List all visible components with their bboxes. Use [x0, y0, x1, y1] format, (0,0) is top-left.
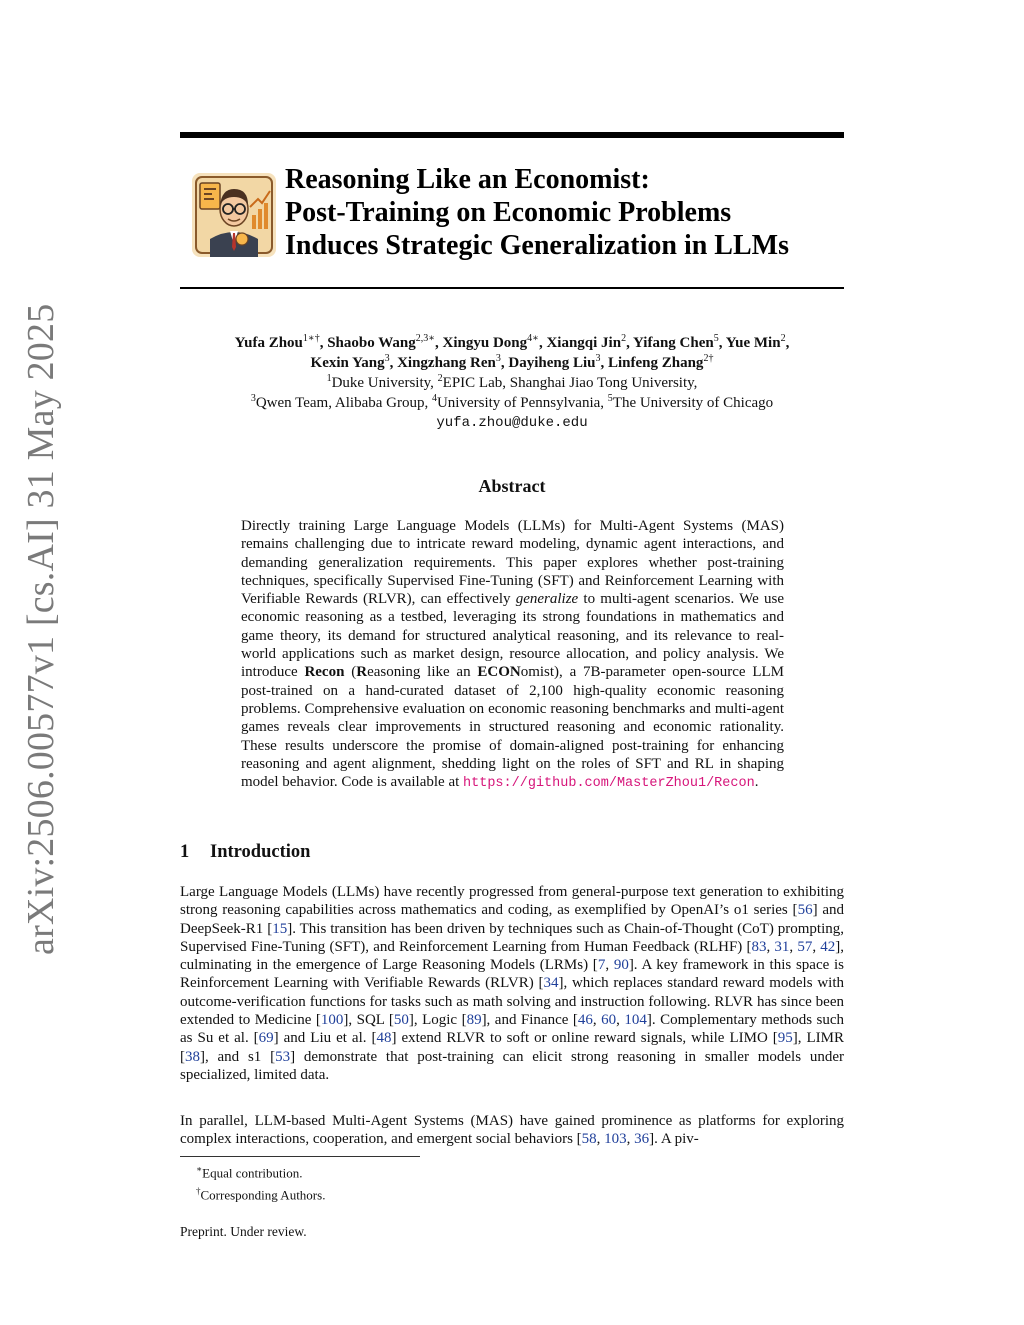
citation-link[interactable]: 15	[272, 920, 288, 937]
author-name: Yufa Zhou	[234, 335, 303, 351]
author-name: Shaobo Wang	[327, 335, 416, 351]
emphasis: generalize	[515, 591, 579, 608]
citation-link[interactable]: 56	[797, 902, 813, 919]
citation-link[interactable]: 42	[820, 938, 836, 955]
paragraph-text: ,	[626, 1131, 635, 1148]
title-line-3: Induces Strategic Generalization in LLMs	[285, 230, 789, 261]
citation-link[interactable]: 31	[774, 938, 790, 955]
author-affiliation-mark: 1∗†	[302, 333, 320, 344]
model-name: Recon	[304, 664, 345, 681]
citation-link[interactable]: 95	[777, 1030, 793, 1047]
paragraph-text: ,	[766, 938, 775, 955]
paragraph-text: ]. Complementary methods such as Su et al. [	[180, 1012, 845, 1047]
citation-link[interactable]: 34	[543, 975, 559, 992]
arxiv-side-stamp: arXiv:2506.00577v1 [cs.AI] 31 May 2025	[20, 303, 62, 955]
citation-link[interactable]: 90	[613, 957, 629, 974]
section-number: 1	[180, 842, 190, 862]
citation-link[interactable]: 60	[601, 1012, 617, 1029]
paragraph-text: ], LIMR [	[180, 1030, 844, 1065]
paragraph-text: ,	[789, 938, 798, 955]
paragraph-text: ,	[616, 1012, 625, 1029]
section-heading-introduction	[180, 842, 844, 863]
title-line-1: Reasoning Like an Economist:	[285, 164, 650, 195]
citation-link[interactable]: 38	[185, 1048, 200, 1065]
author-name: Dayiheng Liu	[508, 355, 596, 371]
paragraph-text: In parallel, LLM-based Multi-Agent Systems (MAS) have gained prominence as platforms for exploring complex interactions, cooperation, and emergent social behaviors [	[180, 1113, 844, 1148]
author-affiliation-mark: 2	[621, 333, 627, 344]
paragraph-text: ,	[592, 1012, 602, 1029]
citation-link[interactable]: 69	[258, 1030, 274, 1047]
author-name: Xiangqi Jin	[546, 335, 622, 351]
author-block	[180, 333, 844, 433]
author-name: Linfeng Zhang	[607, 355, 704, 371]
paragraph-text: ], culminating in the emergence of Large Reasoning Models (LRMs) [	[180, 938, 844, 974]
code-link[interactable]: https://github.com/MasterZhou1/Recon	[463, 776, 755, 792]
paragraph-text: ] and DeepSeek-R1 [	[180, 902, 845, 937]
title-top-rule	[180, 132, 844, 138]
paragraph-text: ] and Liu et al. [	[273, 1030, 377, 1047]
citation-link[interactable]: 50	[393, 1012, 409, 1029]
citation-link[interactable]: 36	[634, 1131, 650, 1148]
citation-link[interactable]: 46	[577, 1012, 593, 1029]
author-affiliation-mark: 3	[595, 353, 601, 364]
author-affiliation-mark: 2	[780, 333, 786, 344]
author-affiliation-mark: 3	[384, 353, 390, 364]
title-line-2: Post-Training on Economic Problems	[285, 197, 732, 228]
paragraph-text: ] extend RLVR to soft or online reward signals, while LIMO [	[391, 1030, 778, 1047]
footnote-rule	[180, 1156, 420, 1157]
author-line-1: Yufa Zhou$^{1∗\dagger}$, Shaobo Wang$^{2,3∗}$, Xingyu Dong$^{4∗}$, Xiangqi Jin$^2$, Yifang Chen$^5$, Yue Min$^2$,	[234, 333, 790, 351]
paragraph-text: Large Language Models (LLMs) have recently progressed from general-purpose text generation to exhibiting strong reasoning capabilities across mathematics and coding, as exemplified by OpenAI’s o1 series [	[180, 884, 844, 919]
author-name: Yue Min	[725, 335, 781, 351]
author-name: Xingzhang Ren	[397, 355, 496, 371]
intro-paragraph-2	[180, 1112, 844, 1149]
author-affiliation-mark: 2†	[703, 353, 714, 364]
paragraph-text: ] demonstrate that post-training can elicit strong reasoning in smaller models under specialized, limited data.	[180, 1048, 844, 1083]
citation-link[interactable]: 57	[797, 938, 813, 955]
citation-link[interactable]: 7	[597, 957, 606, 974]
author-affiliation-mark: 2,3∗	[415, 333, 436, 344]
citation-link[interactable]: 58	[581, 1131, 597, 1148]
paragraph-text: ]. A key framework in this space is Reinforcement Learning with Verifiable Rewards (RLVR) [	[180, 957, 845, 992]
footnote: †Corresponding Authors.	[196, 1186, 326, 1203]
affiliation-line-2: $^3$Qwen Team, Alibaba Group, $^4$University of Pennsylvania, $^5$The University of Chicago	[250, 393, 774, 411]
abstract-body: Directly training Large Language Models (LLMs) for Multi-Agent Systems (MAS) remains challenging due to intricate reward modeling, dynamic agent interactions, and demanding generalization requirements. This paper explores whether post-training techniques, specifically Supervised Fine-Tuning (SFT) and Reinforcement Learning with Verifiable Rewards (RLVR), can effectively generalize to multi-agent scenarios. We use economic reasoning as a testbed, leveraging its strong foundations in mathematics and game theory, its demand for structured analytical reasoning, and its relevance to real-world applications such as market design, resource allocation, and policy analysis. We introduce Recon (Reasoning like an ECONomist), a 7B-parameter open-source LLM post-trained on a hand-curated dataset of 2,100 high-quality economic reasoning problems. Comprehensive evaluation on economic reasoning benchmarks and multi-agent games reveals clear improvements in structured reasoning and economic rationality. These results underscore the promise of domain-aligned post-training for enhancing reasoning and agent alignment, shedding light on the roles of SFT and RL in shaping model behavior. Code is available at https://github.com/MasterZhou1/Recon.	[241, 518, 784, 792]
contact-email[interactable]: yufa.zhou@duke.edu	[436, 415, 588, 431]
citation-link[interactable]: 103	[604, 1131, 627, 1148]
paragraph-text: ], and s1 [	[200, 1048, 276, 1065]
author-name: Yifang Chen	[633, 335, 714, 351]
author-affiliation-mark: 4∗	[527, 333, 539, 344]
citation-link[interactable]: 104	[624, 1012, 647, 1029]
paragraph-text: ], SQL [	[343, 1012, 394, 1029]
economist-logo-icon	[192, 173, 276, 257]
author-line-2: Kexin Yang$^3$, Xingzhang Ren$^3$, Dayiheng Liu$^3$, Linfeng Zhang$^{2\dagger}$	[310, 353, 714, 371]
paragraph-text: ], which replaces standard reward models with outcome-verification functions for tasks such as math solving and instruction following. RLVR has since been extended to Medicine [	[180, 975, 844, 1029]
paragraph-text: ]. A piv-	[649, 1131, 699, 1148]
paragraph-text: ,	[605, 957, 614, 974]
author-name: Xingyu Dong	[442, 335, 528, 351]
author-affiliation-mark: 3	[495, 353, 501, 364]
citation-link[interactable]: 48	[376, 1030, 392, 1047]
footnote: ∗Equal contribution.	[196, 1164, 303, 1181]
paper-title	[285, 163, 845, 262]
paragraph-text: ]. This transition has been driven by techniques such as Chain-of-Thought (CoT) prompting, Supervised Fine-Tuning (SFT), and Reinforcement Learning from Human Feedback (RLHF) [	[180, 920, 844, 955]
paragraph-text: ,	[596, 1131, 605, 1148]
title-bottom-rule	[180, 287, 844, 289]
paragraph-text: ,	[812, 938, 821, 955]
citation-link[interactable]: 83	[751, 938, 767, 955]
author-affiliation-mark: 5	[713, 333, 719, 344]
affiliation-line-1: $^1$Duke University, $^2$EPIC Lab, Shanghai Jiao Tong University,	[326, 373, 698, 391]
footnotes	[196, 1160, 325, 1205]
paragraph-text: ], and Finance [	[481, 1012, 578, 1029]
citation-link[interactable]: 53	[275, 1048, 291, 1065]
abstract-heading: Abstract	[478, 476, 546, 496]
author-name: Kexin Yang	[310, 355, 385, 371]
intro-paragraph-1	[180, 883, 844, 1084]
citation-link[interactable]: 89	[466, 1012, 482, 1029]
section-title: Introduction	[210, 842, 311, 862]
footer-note: Preprint. Under review.	[180, 1224, 307, 1239]
citation-link[interactable]: 100	[320, 1012, 344, 1029]
paragraph-text: ], Logic [	[408, 1012, 467, 1029]
